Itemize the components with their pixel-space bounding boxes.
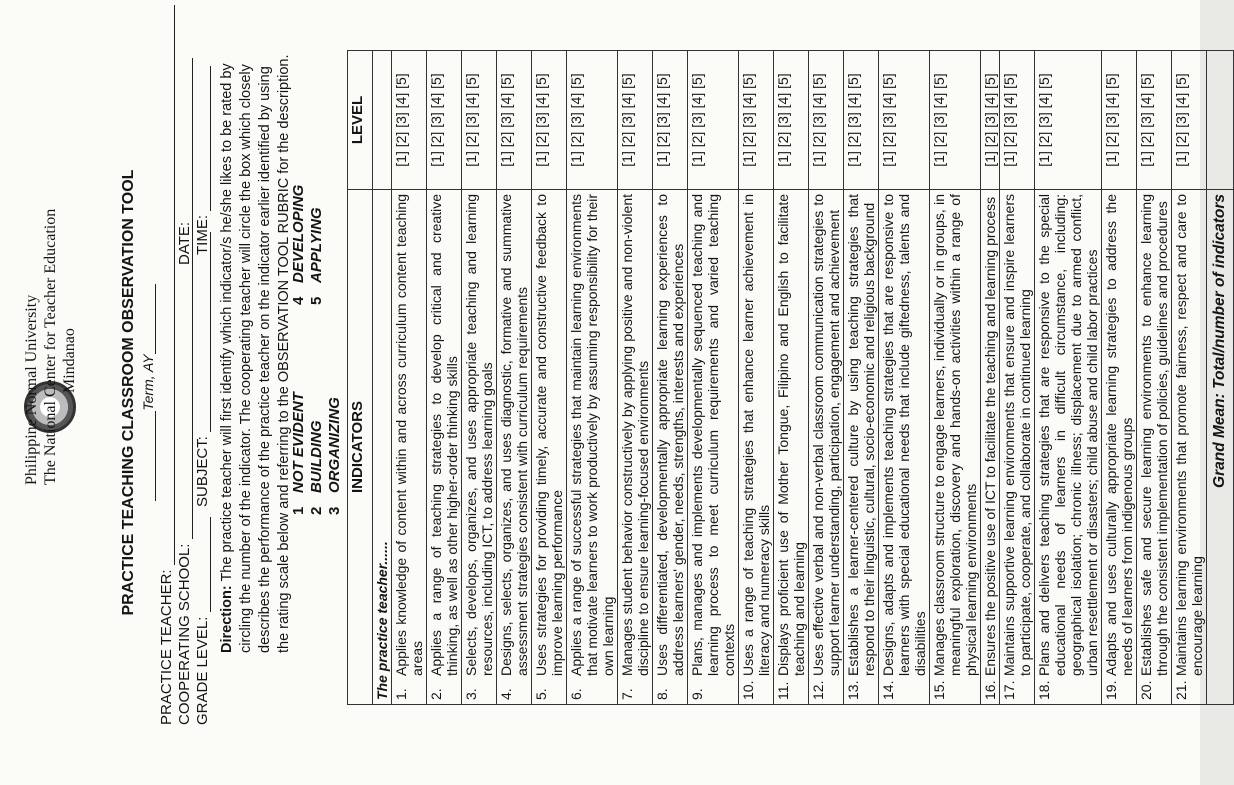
university-name: Philippine Normal University — [23, 294, 40, 485]
indicator-row — [1035, 51, 1102, 705]
indicator-row — [462, 51, 497, 705]
level-options[interactable]: [1] [2] [3] [4] [5] — [618, 51, 653, 190]
level-options[interactable]: [1] [2] [3] [4] [5] — [567, 51, 618, 190]
indicator-text: Uses a range of teaching strategies that enhance learner achievement in literacy and numeracy skills — [739, 190, 774, 681]
indicator-number[interactable]: 9. — [688, 680, 739, 705]
level-options[interactable]: [1] [2] [3] [4] [5] — [532, 51, 567, 190]
indicator-text: Uses differentiated, developmentally appropriate learning experiences to address learners' gender, needs, strengths, interests and experiences — [653, 190, 688, 681]
time-field[interactable] — [194, 66, 211, 255]
indicator-number[interactable]: 12. — [809, 680, 844, 705]
level-options[interactable]: [1] [2] [3] [4] [5] — [774, 51, 809, 190]
indicator-text: Applies a range of teaching strategies to develop critical and creative thinking, as well as other higher-order thinking skills — [427, 190, 462, 681]
intro-level-cell — [373, 51, 392, 190]
indicator-row — [981, 51, 1000, 705]
indicator-row — [618, 51, 653, 705]
campus-name: Mindanao — [61, 328, 78, 393]
indicator-text: Plans, manages and implements developmentally sequenced teaching and learning process to meet curriculum requirements and varied teaching contexts — [688, 190, 739, 681]
indicator-number[interactable]: 14. — [879, 680, 930, 705]
indicator-number[interactable]: 7. — [618, 680, 653, 705]
term-line — [140, 0, 156, 785]
level-options[interactable]: [1] [2] [3] [4] [5] — [688, 51, 739, 190]
rating-5: 5APPLYING — [308, 207, 325, 305]
level-options[interactable]: [1] [2] [3] [4] [5] — [462, 51, 497, 190]
level-options[interactable]: [1] [2] [3] [4] [5] — [392, 51, 427, 190]
level-options[interactable]: [1] [2] [3] [4] [5] — [497, 51, 532, 190]
indicator-number[interactable]: 15. — [930, 680, 981, 705]
subject-label: SUBJECT: — [194, 436, 211, 507]
subject-field[interactable] — [194, 232, 211, 507]
indicator-row — [739, 51, 774, 705]
rating-scale-left — [290, 381, 344, 515]
indicator-number[interactable]: 18. — [1035, 680, 1102, 705]
indicator-text: Designs, selects, organizes, and uses diagnostic, formative and summative assessment strategies consistent with curriculum requirements — [497, 190, 532, 681]
table-header-row — [348, 51, 373, 705]
indicator-row — [1172, 51, 1207, 705]
level-options[interactable]: [1] [2] [3] [4] [5] — [739, 51, 774, 190]
indicator-text: Uses strategies for providing timely, accurate and constructive feedback to improve learning performance — [532, 190, 567, 681]
rating-scale-right — [290, 171, 326, 305]
date-field[interactable] — [176, 58, 193, 265]
date-label: DATE: — [176, 221, 193, 265]
indicator-number[interactable]: 5. — [532, 680, 567, 705]
term-label: Term, AY — [140, 354, 156, 411]
grade-level-label: GRADE LEVEL: — [194, 616, 211, 725]
indicator-number[interactable]: 20. — [1137, 680, 1172, 705]
cooperating-school-label: COOPERATING SCHOOL: — [176, 543, 193, 725]
indicator-number[interactable]: 16. — [981, 680, 1000, 705]
level-options[interactable]: [1] [2] [3] [4] [5] — [1172, 51, 1207, 190]
indicator-text: Applies knowledge of content within and across curriculum content teaching areas — [392, 190, 427, 681]
indicator-number[interactable]: 11. — [774, 680, 809, 705]
indicator-row — [688, 51, 739, 705]
indicator-text: Establishes a learner-centered culture by using teaching strategies that respond to their linguistic, cultural, socio-economic and religious background — [844, 190, 879, 681]
indicator-text: Uses effective verbal and non-verbal classroom communication strategies to support learner understanding, participation, engagement and achievement — [809, 190, 844, 681]
level-options[interactable]: [1] [2] [3] [4] [5] — [981, 51, 1000, 190]
time-label: TIME: — [194, 215, 211, 255]
indicator-row — [1137, 51, 1172, 705]
indicator-text: Maintains supportive learning environments that ensure and inspire learners to participate, cooperate, and collaborate in continued learning — [1000, 190, 1035, 681]
practice-teacher-field[interactable] — [158, 5, 175, 725]
indicator-row — [879, 51, 930, 705]
indicators-table — [347, 50, 1234, 705]
indicator-number[interactable]: 8. — [653, 680, 688, 705]
level-options[interactable]: [1] [2] [3] [4] [5] — [844, 51, 879, 190]
rating-4: 4DEVELOPING — [290, 184, 307, 305]
indicator-text: Maintains learning environments that promote fairness, respect and care to encourage learning — [1172, 190, 1207, 681]
indicator-row — [1102, 51, 1137, 705]
direction-text: The practice teacher will first identify which indicator/s he/she likes to be rated by circling the number of the indicator. The cooperating teacher will circle the box which closely describes the performance of the practice teacher on the indicator earlier identified by using the rating scale below and referring to the OBSERVATION TOOL RUBRIC for the description. — [219, 54, 292, 653]
intro-text: The practice teacher...... — [373, 190, 392, 705]
indicator-row — [427, 51, 462, 705]
level-options[interactable]: [1] [2] [3] [4] [5] — [1000, 51, 1035, 190]
indicator-text: Adapts and uses culturally appropriate learning strategies to address the needs of learners from indigenous groups — [1102, 190, 1137, 681]
indicator-number[interactable]: 3. — [462, 680, 497, 705]
indicator-text: Establishes safe and secure learning environments to enhance learning through the consistent implementation of policies, guidelines and procedures — [1137, 190, 1172, 681]
indicator-text: Ensures the positive use of ICT to facilitate the teaching and learning process — [981, 190, 1000, 681]
indicator-number[interactable]: 19. — [1102, 680, 1137, 705]
level-options[interactable]: [1] [2] [3] [4] [5] — [1035, 51, 1102, 190]
rating-3: 3ORGANIZING — [326, 397, 343, 515]
level-options[interactable]: [1] [2] [3] [4] [5] — [1102, 51, 1137, 190]
level-options[interactable]: [1] [2] [3] [4] [5] — [1137, 51, 1172, 190]
indicator-text: Selects, develops, organizes, and uses appropriate teaching and learning resources, including ICT, to address learning goals — [462, 190, 497, 681]
indicator-row — [930, 51, 981, 705]
indicator-text: Applies a range of successful strategies that maintain learning environments that motivate learners to work productively by assuming responsibility for their own learning — [567, 190, 618, 681]
direction-paragraph — [218, 53, 294, 653]
indicator-row — [567, 51, 618, 705]
indicator-row — [1000, 51, 1035, 705]
rating-2: 2BUILDING — [308, 420, 325, 515]
indicator-number[interactable]: 10. — [739, 680, 774, 705]
indicator-row — [774, 51, 809, 705]
grand-mean-value[interactable] — [1207, 51, 1234, 190]
indicator-number[interactable]: 6. — [567, 680, 618, 705]
grade-level-field[interactable] — [194, 517, 211, 725]
indicator-number[interactable]: 4. — [497, 680, 532, 705]
indicator-number[interactable]: 17. — [1000, 680, 1035, 705]
grand-mean-row — [1207, 51, 1234, 705]
indicator-text: Manages student behavior constructively by applying positive and non-violent discipline to ensure learning-focused environments — [618, 190, 653, 681]
level-options[interactable]: [1] [2] [3] [4] [5] — [653, 51, 688, 190]
intro-row — [373, 51, 392, 705]
grand-mean-label: Grand Mean: Total/number of indicators — [1207, 190, 1234, 705]
indicator-text: Manages classroom structure to engage learners, individually or in groups, in meaningful exploration, discovery and hands-on activities within a range of physical learning environments — [930, 190, 981, 681]
indicator-number[interactable]: 2. — [427, 680, 462, 705]
indicator-row — [844, 51, 879, 705]
indicator-row — [809, 51, 844, 705]
indicator-row — [497, 51, 532, 705]
level-options[interactable]: [1] [2] [3] [4] [5] — [427, 51, 462, 190]
practice-teacher-label: PRACTICE TEACHER: — [158, 569, 175, 725]
indicator-row — [532, 51, 567, 705]
indicator-row — [653, 51, 688, 705]
indicators-header: INDICATORS — [348, 190, 373, 705]
indicator-text: Plans and delivers teaching strategies that are responsive to the special educational needs of learners in difficult circumstance, including: geographical isolation; chronic illness; displacement due to armed conflict, urban resettlement or disasters; child abuse and child labor practices — [1035, 190, 1102, 681]
rating-1: 1NOT EVIDENT — [290, 392, 307, 515]
level-options[interactable]: [1] [2] [3] [4] [5] — [930, 51, 981, 190]
indicator-number[interactable]: 21. — [1172, 680, 1207, 705]
indicator-row — [392, 51, 427, 705]
level-options[interactable]: [1] [2] [3] [4] [5] — [809, 51, 844, 190]
direction-label: Direction: — [219, 585, 235, 653]
level-options[interactable]: [1] [2] [3] [4] [5] — [879, 51, 930, 190]
indicator-text: Displays proficient use of Mother Tongue, Filipino and English to facilitate teaching and learning — [774, 190, 809, 681]
level-header: LEVEL — [348, 51, 373, 190]
indicator-number[interactable]: 13. — [844, 680, 879, 705]
indicator-text: Designs, adapts and implements teaching strategies that are responsive to learners with special educational needs that include giftedness, talents and disabilities — [879, 190, 930, 681]
form-title: PRACTICE TEACHING CLASSROOM OBSERVATION TOOL — [120, 169, 137, 616]
center-name: The National Center for Teacher Education — [42, 208, 59, 485]
indicator-number[interactable]: 1. — [392, 680, 427, 705]
